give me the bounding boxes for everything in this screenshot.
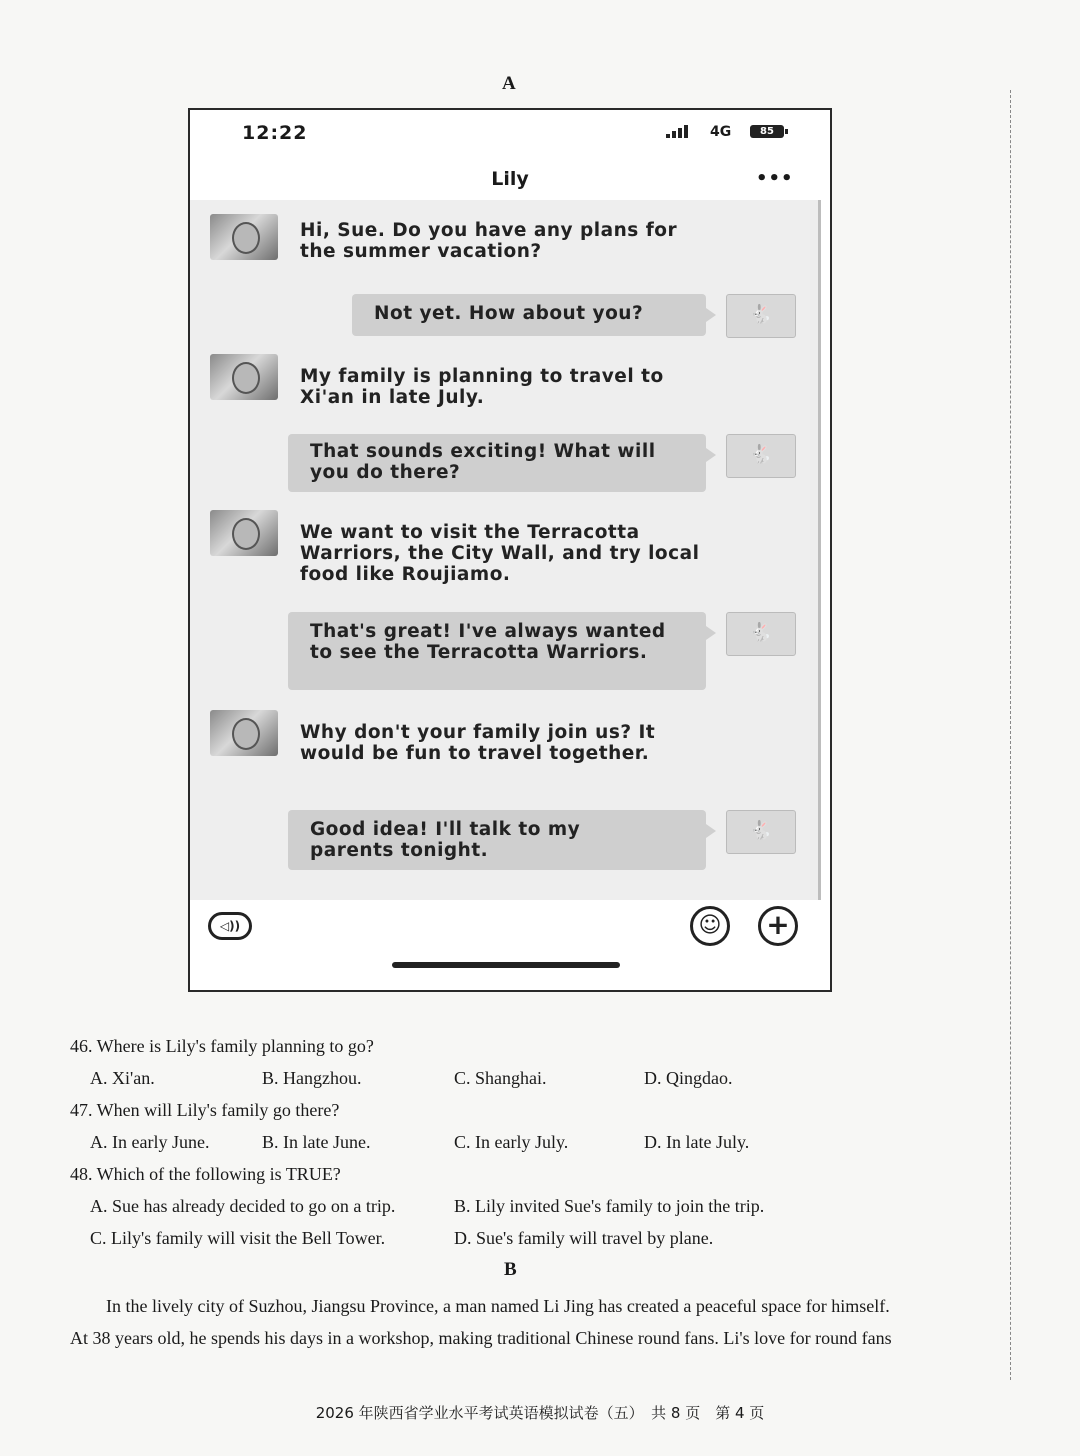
- network-label: 4G: [710, 124, 732, 140]
- more-options-icon[interactable]: •••: [756, 168, 794, 189]
- question-46: 46. Where is Lily's family planning to go?: [70, 1036, 374, 1056]
- lily-avatar[interactable]: [210, 354, 278, 400]
- section-a-heading: A: [502, 73, 516, 94]
- message-sue: That's great! I've always wanted to see the Terracotta Warriors.: [288, 612, 706, 690]
- signal-icon: [666, 124, 696, 138]
- option-46-c: C. Shanghai.: [454, 1068, 547, 1088]
- sue-avatar-rabbit-icon[interactable]: 🐇: [726, 294, 796, 338]
- option-48-c: C. Lily's family will visit the Bell Tower.: [90, 1228, 386, 1248]
- emoji-icon[interactable]: ☺: [690, 906, 730, 946]
- option-47-d: D. In late July.: [644, 1132, 750, 1152]
- option-48-b: B. Lily invited Sue's family to join the trip.: [454, 1196, 765, 1216]
- question-48: 48. Which of the following is TRUE?: [70, 1164, 341, 1184]
- message-sue: Not yet. How about you?: [352, 294, 706, 336]
- battery-icon: 85: [750, 125, 784, 138]
- status-time: 12:22: [242, 122, 308, 144]
- option-48-a: A. Sue has already decided to go on a trip.: [90, 1196, 396, 1216]
- option-47-c: C. In early July.: [454, 1132, 569, 1152]
- lily-avatar[interactable]: [210, 710, 278, 756]
- chat-area[interactable]: [190, 200, 821, 900]
- sue-avatar-rabbit-icon[interactable]: 🐇: [726, 612, 796, 656]
- option-46-a: A. Xi'an.: [90, 1068, 155, 1088]
- option-46-d: D. Qingdao.: [644, 1068, 733, 1088]
- message-lily: We want to visit the Terracotta Warriors, the City Wall, and try local food like Roujiamo.: [300, 522, 700, 585]
- voice-input-icon[interactable]: ◁)): [208, 912, 252, 940]
- option-47-a: A. In early June.: [90, 1132, 210, 1152]
- message-lily: My family is planning to travel to Xi'an in late July.: [300, 366, 664, 408]
- sue-avatar-rabbit-icon[interactable]: 🐇: [726, 434, 796, 478]
- status-bar: [190, 110, 830, 160]
- passage-b-line-1: In the lively city of Suzhou, Jiangsu Province, a man named Li Jing has created a peaceful space for himself.: [106, 1296, 890, 1316]
- passage-b-line-2: At 38 years old, he spends his days in a workshop, making traditional Chinese round fans. Li's love for round fans: [70, 1328, 892, 1348]
- message-sue: That sounds exciting! What will you do there?: [288, 434, 706, 492]
- section-b-heading: B: [504, 1259, 517, 1280]
- message-lily: Why don't your family join us? It would be fun to travel together.: [300, 722, 656, 764]
- option-48-d: D. Sue's family will travel by plane.: [454, 1228, 714, 1248]
- lily-avatar[interactable]: [210, 214, 278, 260]
- question-47: 47. When will Lily's family go there?: [70, 1100, 340, 1120]
- option-46-b: B. Hangzhou.: [262, 1068, 362, 1088]
- lily-avatar[interactable]: [210, 510, 278, 556]
- option-47-b: B. In late June.: [262, 1132, 371, 1152]
- home-indicator[interactable]: [392, 962, 620, 968]
- page-footer: 2026 年陕西省学业水平考试英语模拟试卷（五） 共 8 页 第 4 页: [315, 1404, 765, 1422]
- plus-icon[interactable]: +: [758, 906, 798, 946]
- chat-input-bar: [190, 900, 830, 960]
- chat-contact-name: Lily: [491, 168, 529, 190]
- phone-screenshot: [188, 108, 832, 992]
- sue-avatar-rabbit-icon[interactable]: 🐇: [726, 810, 796, 854]
- page-margin-rule: [1010, 90, 1012, 1380]
- message-lily: Hi, Sue. Do you have any plans for the summer vacation?: [300, 220, 678, 262]
- message-sue: Good idea! I'll talk to my parents tonight.: [288, 810, 706, 870]
